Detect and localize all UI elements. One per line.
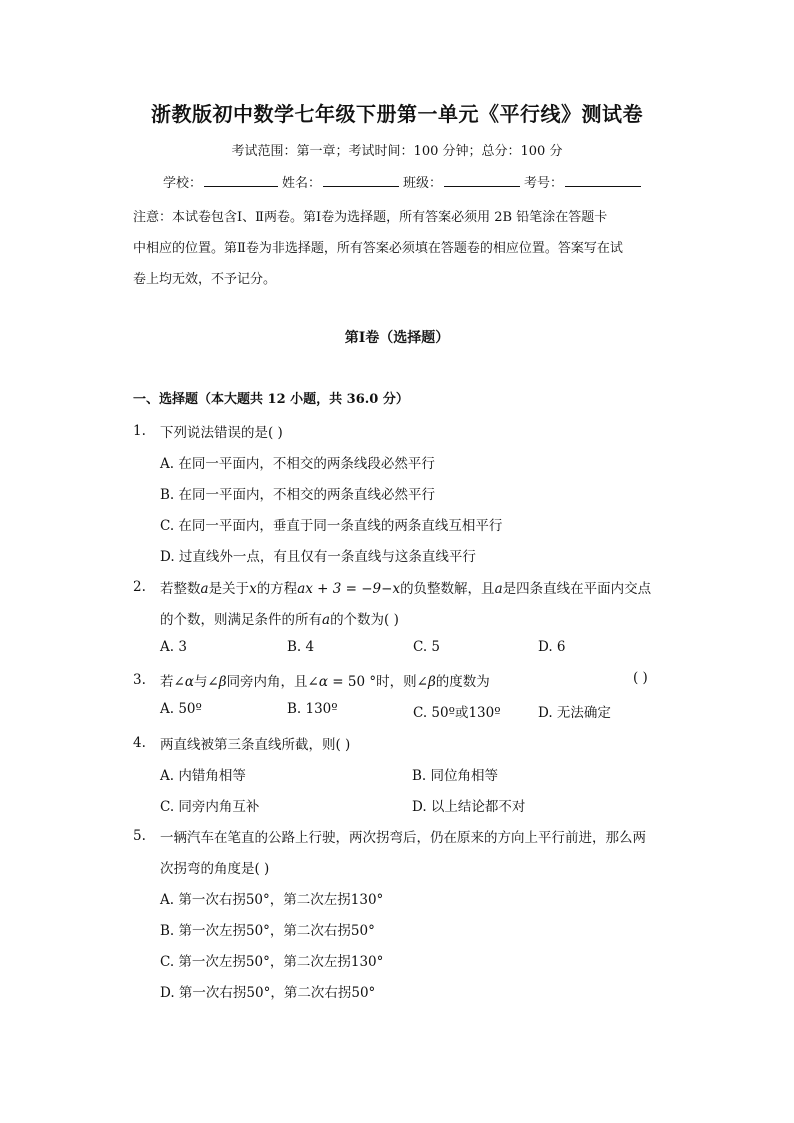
- question-option: A. 第一次右拐50°，第二次左拐130°: [160, 892, 384, 908]
- question-option: B. 第一次左拐50°，第二次右拐50°: [160, 923, 375, 939]
- question-number: 5.: [133, 828, 146, 844]
- exam-notice: [133, 202, 663, 295]
- id-blank: [565, 175, 641, 187]
- question-option: D. 过直线外一点，有且仅有一条直线与这条直线平行: [160, 549, 476, 565]
- question-stem: 一辆汽车在笔直的公路上行驶，两次拐弯后，仍在原来的方向上平行前进，那么两: [160, 830, 646, 846]
- id-label: 考号：: [524, 176, 564, 191]
- question-stem: 下列说法错误的是( ): [160, 425, 283, 441]
- question-option: C. 在同一平面内，垂直于同一条直线的两条直线互相平行: [160, 518, 503, 534]
- question-number: 2.: [133, 579, 146, 595]
- question-option: C. 同旁内角互补: [160, 799, 260, 815]
- question-stem: 若∠α与∠β同旁内角，且∠α = 50 °时，则∠β的度数为: [160, 674, 490, 690]
- question-option: B. 同位角相等: [412, 768, 499, 784]
- question-stem-continued: 的个数，则满足条件的所有a的个数为( ): [160, 612, 399, 628]
- student-info-line: [163, 172, 645, 191]
- question-option: D. 无法确定: [538, 705, 611, 721]
- question-number: 3.: [133, 672, 146, 688]
- question-option: C. 50º或130º: [413, 705, 501, 721]
- notice-line: 卷上均无效，不予记分。: [133, 272, 277, 287]
- name-label: 姓名：: [282, 176, 322, 191]
- name-blank: [323, 175, 399, 187]
- exam-title: 浙教版初中数学七年级下册第一单元《平行线》测试卷: [151, 102, 643, 126]
- question-option: D. 6: [538, 639, 566, 655]
- question-stem-continued: 次拐弯的角度是( ): [160, 861, 270, 877]
- question-option: A. 3: [160, 639, 187, 655]
- question-option: C. 第一次左拐50°，第二次左拐130°: [160, 954, 384, 970]
- question-option: B. 130º: [287, 701, 338, 717]
- school-label: 学校：: [163, 176, 203, 191]
- question-stem: 两直线被第三条直线所截，则( ): [160, 737, 351, 753]
- question-option: A. 50º: [160, 701, 202, 717]
- class-blank: [444, 175, 520, 187]
- question-option: D. 以上结论都不对: [412, 799, 526, 815]
- school-blank: [204, 175, 278, 187]
- question-number: 4.: [133, 735, 146, 751]
- question-option: A. 内错角相等: [160, 768, 246, 784]
- question-option: A. 在同一平面内，不相交的两条线段必然平行: [160, 456, 435, 472]
- question-option: C. 5: [413, 639, 441, 655]
- notice-line: 中相应的位置。第Ⅱ卷为非选择题，所有答案必须填在答题卷的相应位置。答案写在试: [133, 241, 623, 256]
- question-option: D. 第一次右拐50°，第二次右拐50°: [160, 985, 376, 1001]
- class-label: 班级：: [403, 176, 443, 191]
- part-title: 一、选择题（本大题共 12 小题，共 36.0 分）: [133, 392, 409, 407]
- question-option: B. 在同一平面内，不相交的两条直线必然平行: [160, 487, 436, 503]
- answer-paren: ( ): [633, 670, 648, 686]
- question-number: 1.: [133, 423, 146, 439]
- notice-line: 注意：本试卷包含Ⅰ、Ⅱ两卷。第Ⅰ卷为选择题，所有答案必须用 2B 铅笔涂在答题卡: [133, 210, 608, 225]
- question-option: B. 4: [287, 639, 315, 655]
- exam-scope: 考试范围：第一章；考试时间：100 分钟；总分：100 分: [231, 144, 563, 159]
- question-stem: 若整数a是关于x的方程ax + 3 = −9−x的负整数解，且a是四条直线在平面内交点: [160, 581, 652, 597]
- section-title: 第Ⅰ卷（选择题）: [344, 330, 450, 346]
